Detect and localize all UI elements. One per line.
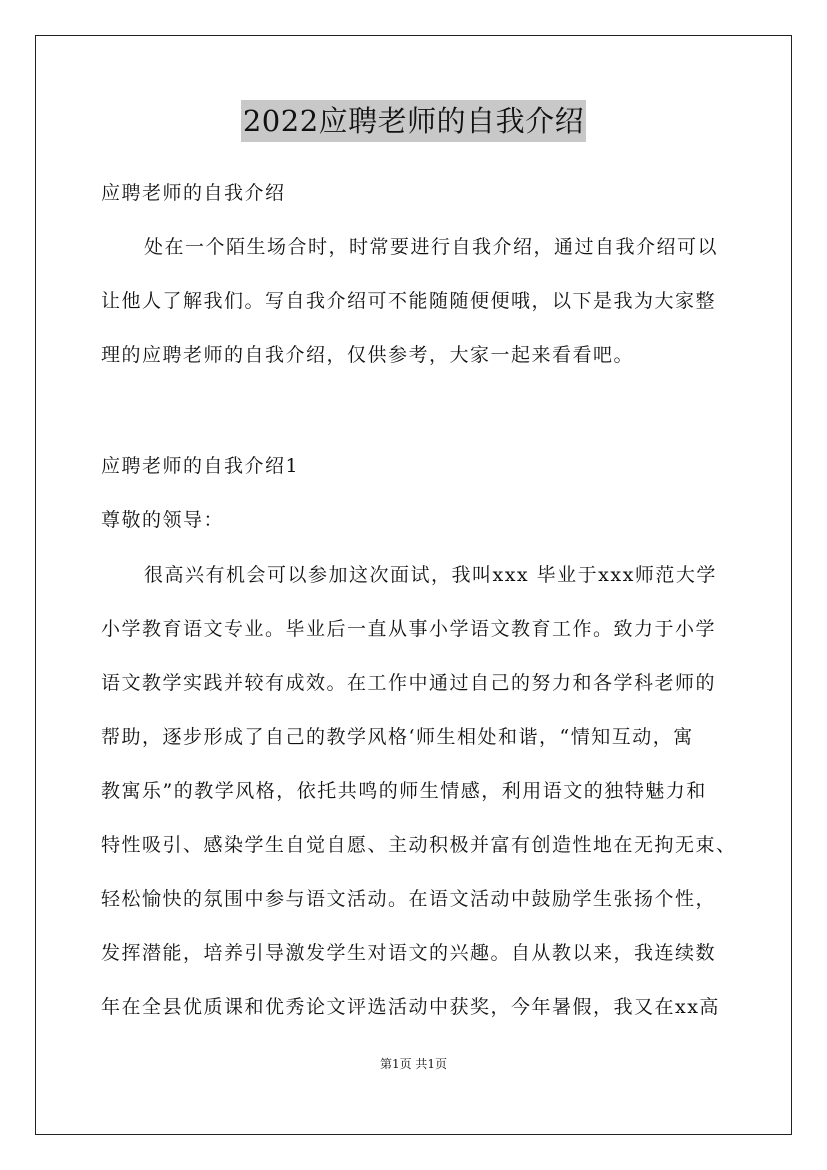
intro-line-2: 让他人了解我们。写自我介绍可不能随随便便哦，以下是我为大家整 (101, 290, 717, 312)
body-line-8: 发挥潜能，培养引导激发学生对语文的兴趣。自从教以来，我连续数 (101, 942, 717, 964)
document-title: 2022应聘老师的自我介绍 (241, 100, 586, 142)
intro-line-1: 处在一个陌生场合时，时常要进行自我介绍，通过自我介绍可以 (144, 236, 719, 258)
page-footer: 第1页 共1页 (379, 1057, 448, 1071)
body-line-7: 轻松愉快的氛围中参与语文活动。在语文活动中鼓励学生张扬个性， (101, 888, 717, 910)
body-line-9: 年在全县优质课和优秀论文评选活动中获奖，今年暑假，我又在xx高 (101, 996, 720, 1018)
body-line-5: 教寓乐”的教学风格，依托共鸣的师生情感，利用语文的独特魅力和 (101, 780, 707, 802)
intro-line-3: 理的应聘老师的自我介绍，仅供参考，大家一起来看看吧。 (101, 344, 635, 366)
body-line-4: 帮助，逐步形成了自己的教学风格‘师生相处和谐，“情知互动，寓 (101, 726, 694, 748)
body-line-2: 小学教育语文专业。毕业后一直从事小学语文教育工作。致力于小学 (101, 618, 717, 640)
body-line-1: 很高兴有机会可以参加这次面试，我叫xxx 毕业于xxx师范大学 (144, 564, 717, 586)
section-heading: 应聘老师的自我介绍 (101, 182, 286, 204)
body-line-6: 特性吸引、感染学生自觉自愿、主动积极并富有创造性地在无拘无束、 (101, 834, 737, 856)
body-line-3: 语文教学实践并较有成效。在工作中通过自己的努力和各学科老师的 (101, 672, 717, 694)
section-heading-1: 应聘老师的自我介绍1 (101, 455, 300, 477)
title-container (0, 100, 827, 142)
salutation: 尊敬的领导： (101, 509, 225, 531)
